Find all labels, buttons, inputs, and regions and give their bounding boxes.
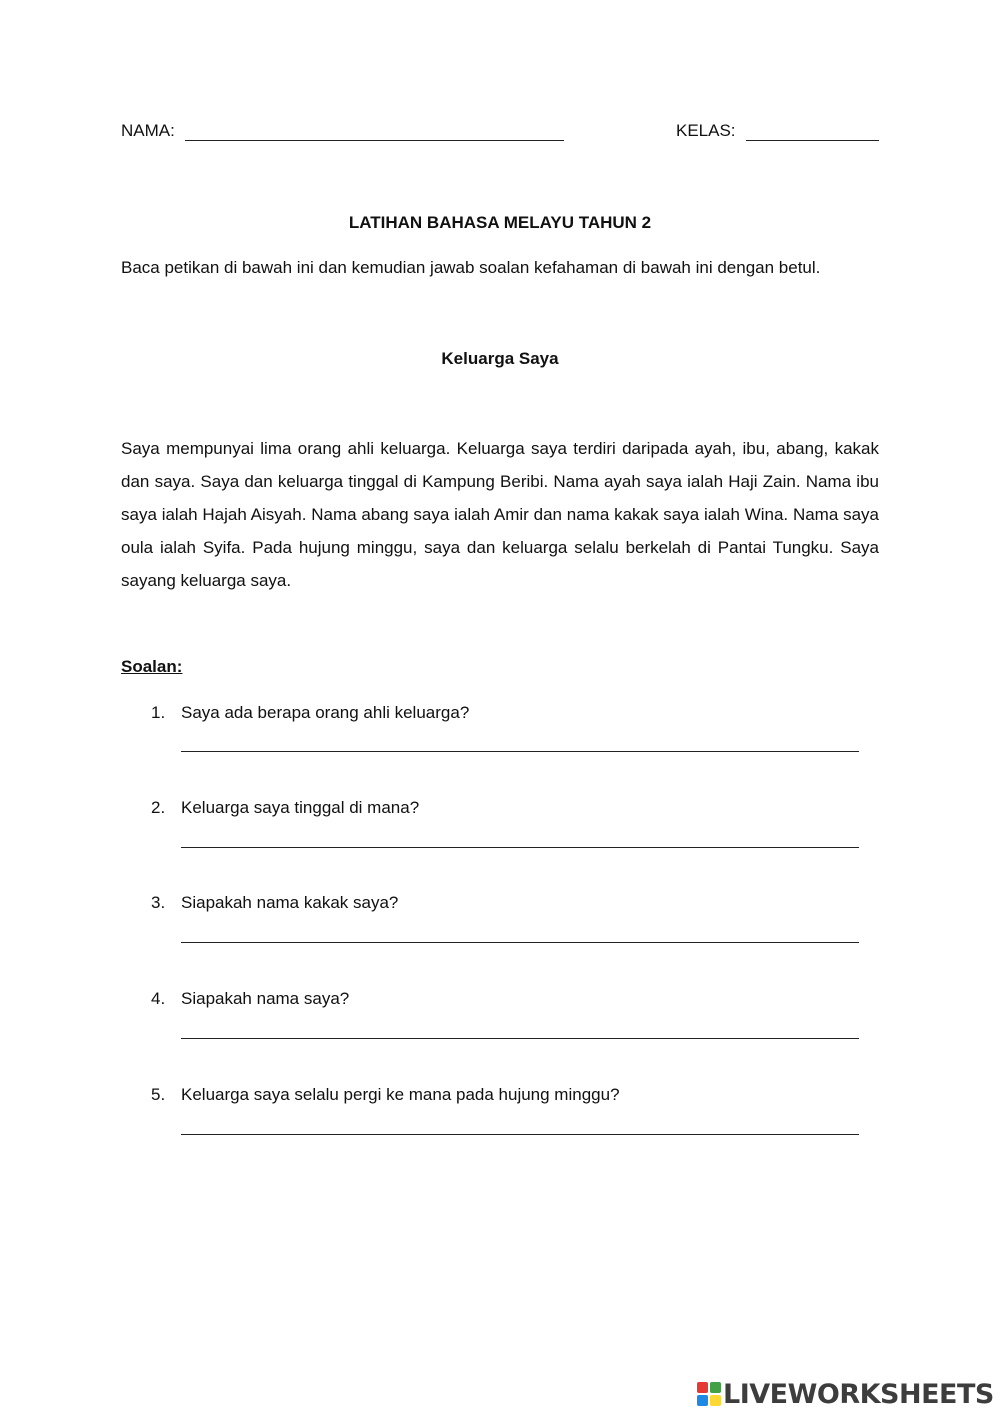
name-label: NAMA:: [121, 121, 175, 140]
worksheet-title: LATIHAN BAHASA MELAYU TAHUN 2: [348, 213, 652, 232]
answer-line-4[interactable]: [181, 1038, 859, 1039]
liveworksheets-logo: [697, 1378, 994, 1410]
logo-square-green: [710, 1382, 721, 1393]
question-text: Siapakah nama saya?: [181, 989, 350, 1008]
answer-line-2[interactable]: [181, 847, 859, 848]
class-label: KELAS:: [676, 121, 736, 140]
question-text: Keluarga saya tinggal di mana?: [181, 798, 420, 817]
question-number: 3.: [151, 893, 166, 912]
question-number: 1.: [151, 703, 166, 722]
answer-line-5[interactable]: [181, 1134, 859, 1135]
answer-line-3[interactable]: [181, 942, 859, 943]
name-input-line[interactable]: [185, 140, 564, 141]
class-input-line[interactable]: [746, 140, 879, 141]
instruction-text: Baca petikan di bawah ini dan kemudian jawab soalan kefahaman di bawah ini dengan betul.: [121, 258, 821, 277]
liveworksheets-logo-text: LIVEWORKSHEETS: [723, 1378, 994, 1410]
passage-title: Keluarga Saya: [441, 349, 559, 368]
logo-square-yellow: [710, 1395, 721, 1406]
questions-heading: Soalan:: [121, 657, 183, 676]
liveworksheets-logo-icon: [697, 1382, 721, 1406]
logo-square-blue: [697, 1395, 708, 1406]
answer-line-1[interactable]: [181, 751, 859, 752]
question-number: 4.: [151, 989, 166, 1008]
passage-body: Saya mempunyai lima orang ahli keluarga. Keluarga saya terdiri daripada ayah, ibu, abang, kakak dan saya. Saya dan keluarga tinggal di Kampung Beribi. Nama ayah saya ialah Haji Zain. Nama ibu saya ialah Hajah Aisyah. Nama abang saya ialah Amir dan nama kakak saya ialah Wina. Nama saya oula ialah Syifa. Pada hujung minggu, saya dan keluarga selalu berkelah di Pantai Tungku. Saya sayang keluarga saya.: [121, 439, 879, 590]
question-number: 2.: [151, 798, 166, 817]
logo-square-red: [697, 1382, 708, 1393]
question-text: Keluarga saya selalu pergi ke mana pada hujung minggu?: [181, 1085, 620, 1104]
question-number: 5.: [151, 1085, 166, 1104]
question-text: Siapakah nama kakak saya?: [181, 893, 399, 912]
question-text: Saya ada berapa orang ahli keluarga?: [181, 703, 470, 722]
